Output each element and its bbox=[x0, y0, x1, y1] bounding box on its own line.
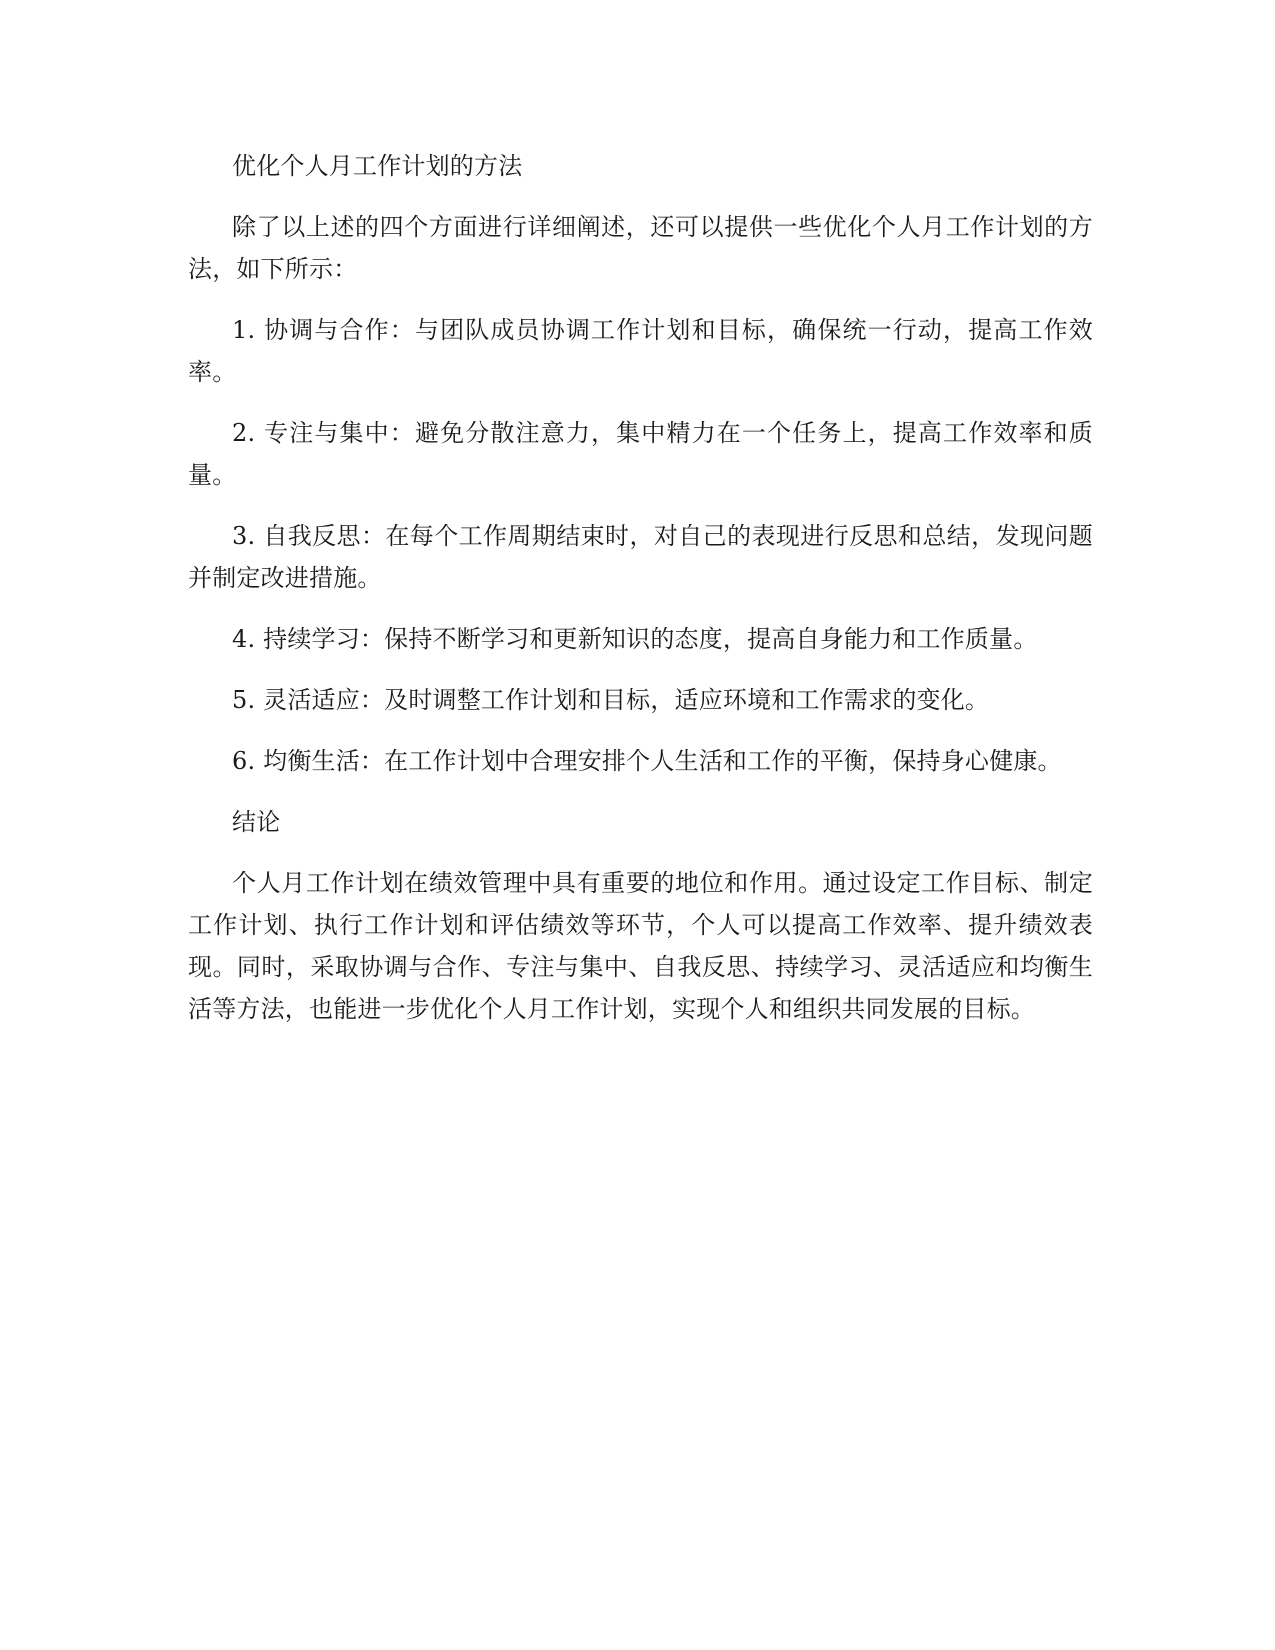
document-body bbox=[188, 145, 1093, 1049]
list-item-flexible-adaptation: 5. 灵活适应：及时调整工作计划和目标，适应环境和工作需求的变化。 bbox=[232, 686, 990, 714]
list-item-coordination: 1. 协调与合作：与团队成员协调工作计划和目标，确保统一行动，提高工作效率。 bbox=[188, 316, 1093, 386]
section-heading-methods: 优化个人月工作计划的方法 bbox=[232, 152, 523, 180]
list-item-continuous-learning: 4. 持续学习：保持不断学习和更新知识的态度，提高自身能力和工作质量。 bbox=[232, 625, 1038, 653]
list-item-balanced-life: 6. 均衡生活：在工作计划中合理安排个人生活和工作的平衡，保持身心健康。 bbox=[232, 747, 1062, 775]
conclusion-paragraph: 个人月工作计划在绩效管理中具有重要的地位和作用。通过设定工作目标、制定工作计划、执行工作计划和评估绩效等环节，个人可以提高工作效率、提升绩效表现。同时，采取协调与合作、专注与集中、自我反思、持续学习、灵活适应和均衡生活等方法，也能进一步优化个人月工作计划，实现个人和组织共同发展的目标。 bbox=[188, 869, 1093, 1023]
list-item-focus: 2. 专注与集中：避免分散注意力，集中精力在一个任务上，提高工作效率和质量。 bbox=[188, 419, 1093, 489]
section-heading-conclusion: 结论 bbox=[232, 808, 281, 836]
intro-paragraph: 除了以上述的四个方面进行详细阐述，还可以提供一些优化个人月工作计划的方法，如下所示： bbox=[188, 213, 1093, 283]
list-item-self-reflection: 3. 自我反思：在每个工作周期结束时，对自己的表现进行反思和总结，发现问题并制定改进措施。 bbox=[188, 522, 1093, 592]
